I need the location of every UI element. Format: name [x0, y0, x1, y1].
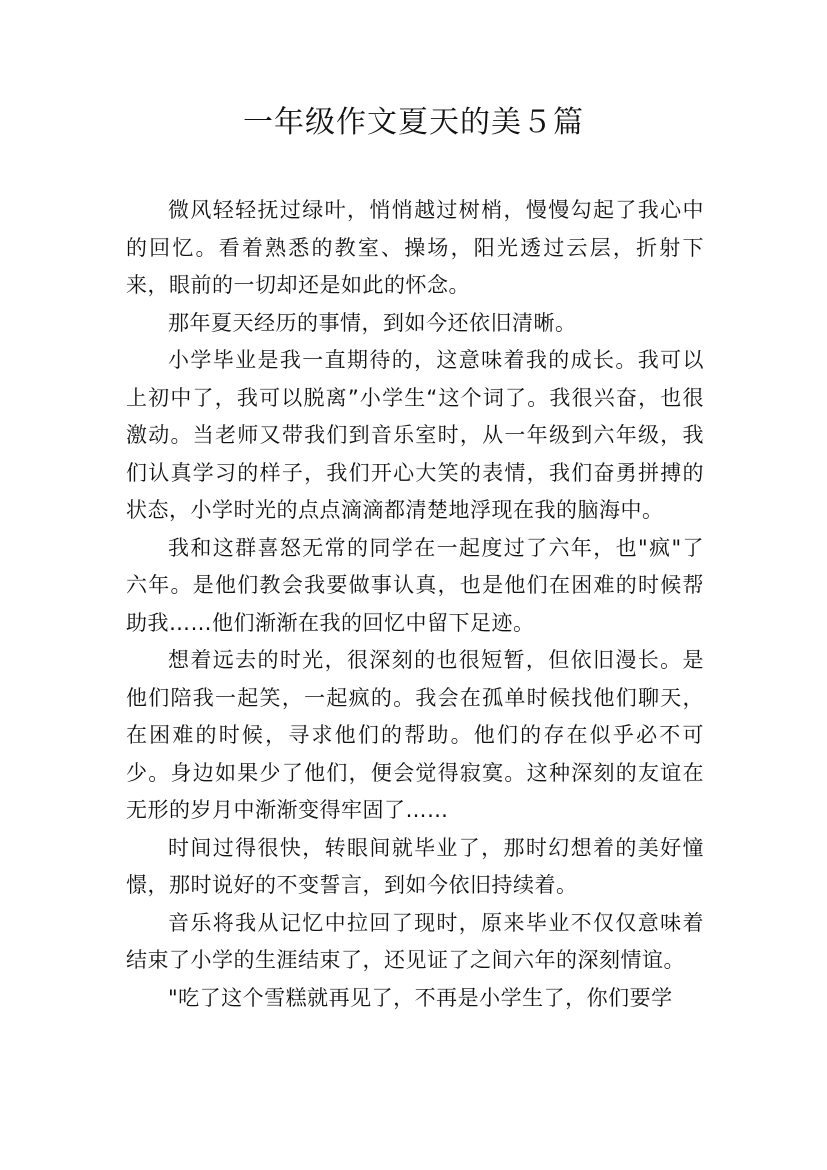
paragraph: 时间过得很快，转眼间就毕业了，那时幻想着的美好憧憬，那时说好的不变誓言，到如今依旧持续着。	[126, 835, 704, 897]
paragraph: 那年夏天经历的事情，到如今还依旧清晰。	[168, 310, 577, 335]
paragraph: 我和这群喜怒无常的同学在一起度过了六年，也"疯"了六年。是他们教会我要做事认真，也是他们在困难的时候帮助我……他们渐渐在我的回忆中留下足迹。	[126, 535, 704, 635]
paragraph: 微风轻轻抚过绿叶，悄悄越过树梢，慢慢勾起了我心中的回忆。看着熟悉的教室、操场，阳光透过云层，折射下来，眼前的一切却还是如此的怀念。	[126, 198, 704, 297]
paragraph: 音乐将我从记忆中拉回了现时，原来毕业不仅仅意味着结束了小学的生涯结束了，还见证了之间六年的深刻情谊。	[126, 910, 704, 972]
paragraph: 小学毕业是我一直期待的，这意味着我的成长。我可以上初中了，我可以脱离”小学生“这个词了。我很兴奋，也很激动。当老师又带我们到音乐室时，从一年级到六年级，我们认真学习的样子，我们开心大笑的表情，我们奋勇拼搏的状态，小学时光的点点滴滴都清楚地浮现在我的脑海中。	[126, 348, 704, 522]
paragraph: 想着远去的时光，很深刻的也很短暂，但依旧漫长。是他们陪我一起笑，一起疯的。我会在孤单时候找他们聊天，在困难的时候，寻求他们的帮助。他们的存在似乎必不可少。身边如果少了他们，便会觉得寂寞。这种深刻的友谊在无形的岁月中渐渐变得牢固了……	[126, 648, 704, 822]
document-title: 一年级作文夏天的美５篇	[243, 105, 584, 140]
document-body	[126, 192, 704, 1017]
paragraph: "吃了这个雪糕就再见了，不再是小学生了，你们要学	[168, 985, 673, 1010]
